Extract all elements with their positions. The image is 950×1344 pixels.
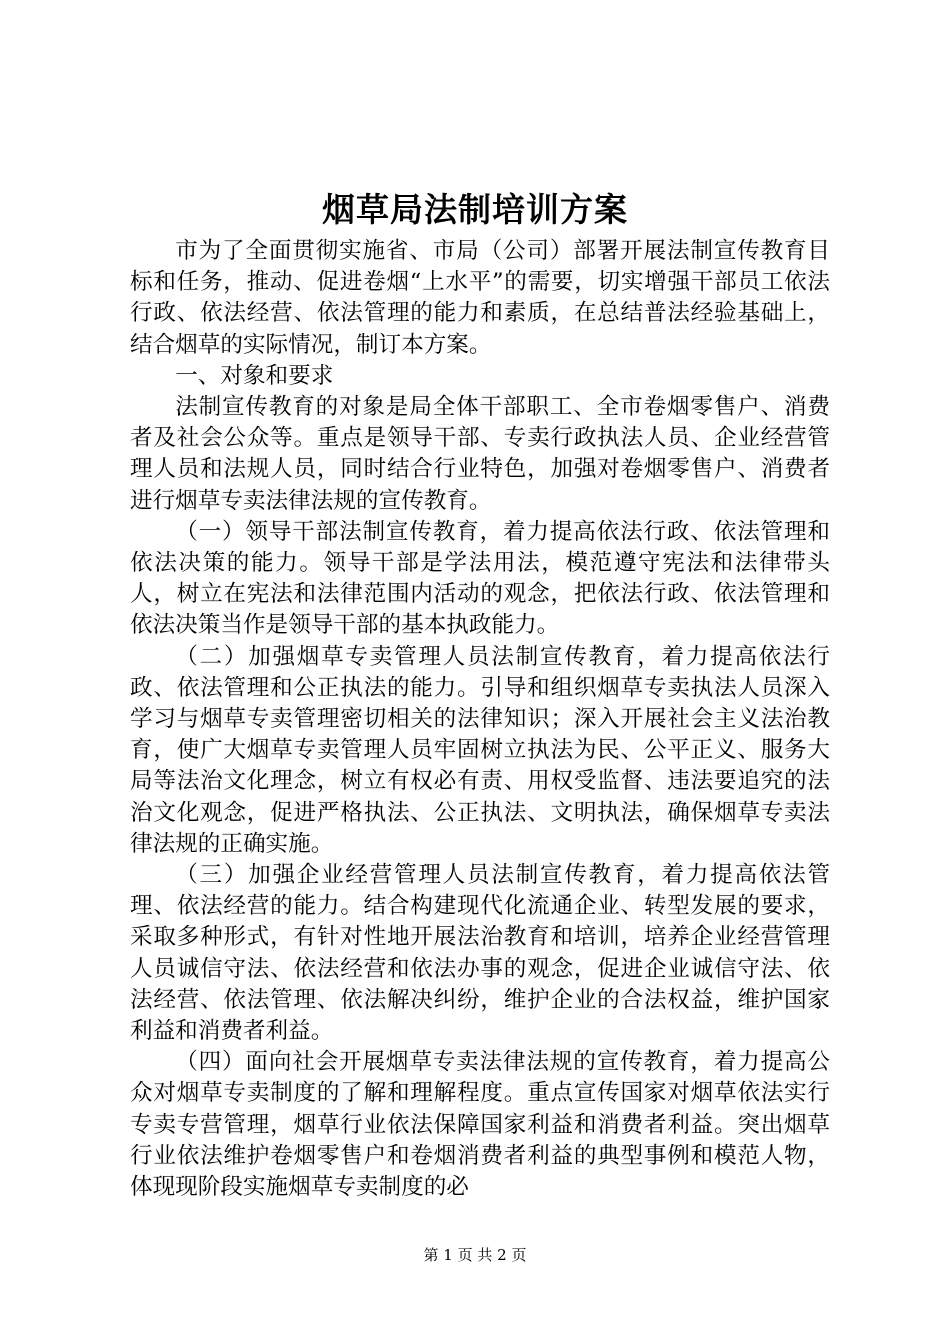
paragraph-item-3: （三）加强企业经营管理人员法制宣传教育，着力提高依法管理、依法经营的能力。结合构建现代化流通企业、转型发展的要求，采取多种形式，有针对性地开展法治教育和培训，培养企业经营管理人员诚信守法、依法经营和依法办事的观念，促进企业诚信守法、依法经营、依法管理、依法解决纠纷，维护企业的合法权益，维护国家利益和消费者利益。 bbox=[130, 862, 830, 1045]
paragraph-item-1: （一）领导干部法制宣传教育，着力提高依法行政、依法管理和依法决策的能力。领导干部是学法用法，模范遵守宪法和法律带头人，树立在宪法和法律范围内活动的观念，把依法行政、依法管理和依法决策当作是领导干部的基本执政能力。 bbox=[130, 518, 830, 639]
document-body bbox=[130, 236, 830, 1203]
page-footer: 第 1 页 共 2 页 bbox=[423, 1246, 527, 1264]
document-title: 烟草局法制培训方案 bbox=[322, 190, 628, 229]
paragraph-item-4: （四）面向社会开展烟草专卖法律法规的宣传教育，着力提高公众对烟草专卖制度的了解和理解程度。重点宣传国家对烟草依法实行专卖专营管理，烟草行业依法保障国家利益和消费者利益。突出烟草行业依法维护卷烟零售户和卷烟消费者利益的典型事例和模范人物，体现现阶段实施烟草专卖制度的必 bbox=[130, 1049, 830, 1201]
section-heading-targets: 一、对象和要求 bbox=[175, 362, 334, 389]
paragraph-targets: 法制宣传教育的对象是局全体干部职工、全市卷烟零售户、消费者及社会公众等。重点是领导干部、专卖行政执法人员、企业经营管理人员和法规人员，同时结合行业特色，加强对卷烟零售户、消费者进行烟草专卖法律法规的宣传教育。 bbox=[130, 394, 830, 514]
paragraph-item-2: （二）加强烟草专卖管理人员法制宣传教育，着力提高依法行政、依法管理和公正执法的能力。引导和组织烟草专卖执法人员深入学习与烟草专卖管理密切相关的法律知识；深入开展社会主义法治教育，使广大烟草专卖管理人员牢固树立执法为民、公平正义、服务大局等法治文化理念，树立有权必有责、用权受监督、违法要追究的法治文化观念，促进严格执法、公正执法、文明执法，确保烟草专卖法律法规的正确实施。 bbox=[130, 643, 830, 857]
paragraph-intro: 市为了全面贯彻实施省、市局（公司）部署开展法制宣传教育目标和任务，推动、促进卷烟“上水平”的需要，切实增强干部员工依法行政、依法经营、依法管理的能力和素质，在总结普法经验基础上，结合烟草的实际情况，制订本方案。 bbox=[130, 238, 830, 358]
